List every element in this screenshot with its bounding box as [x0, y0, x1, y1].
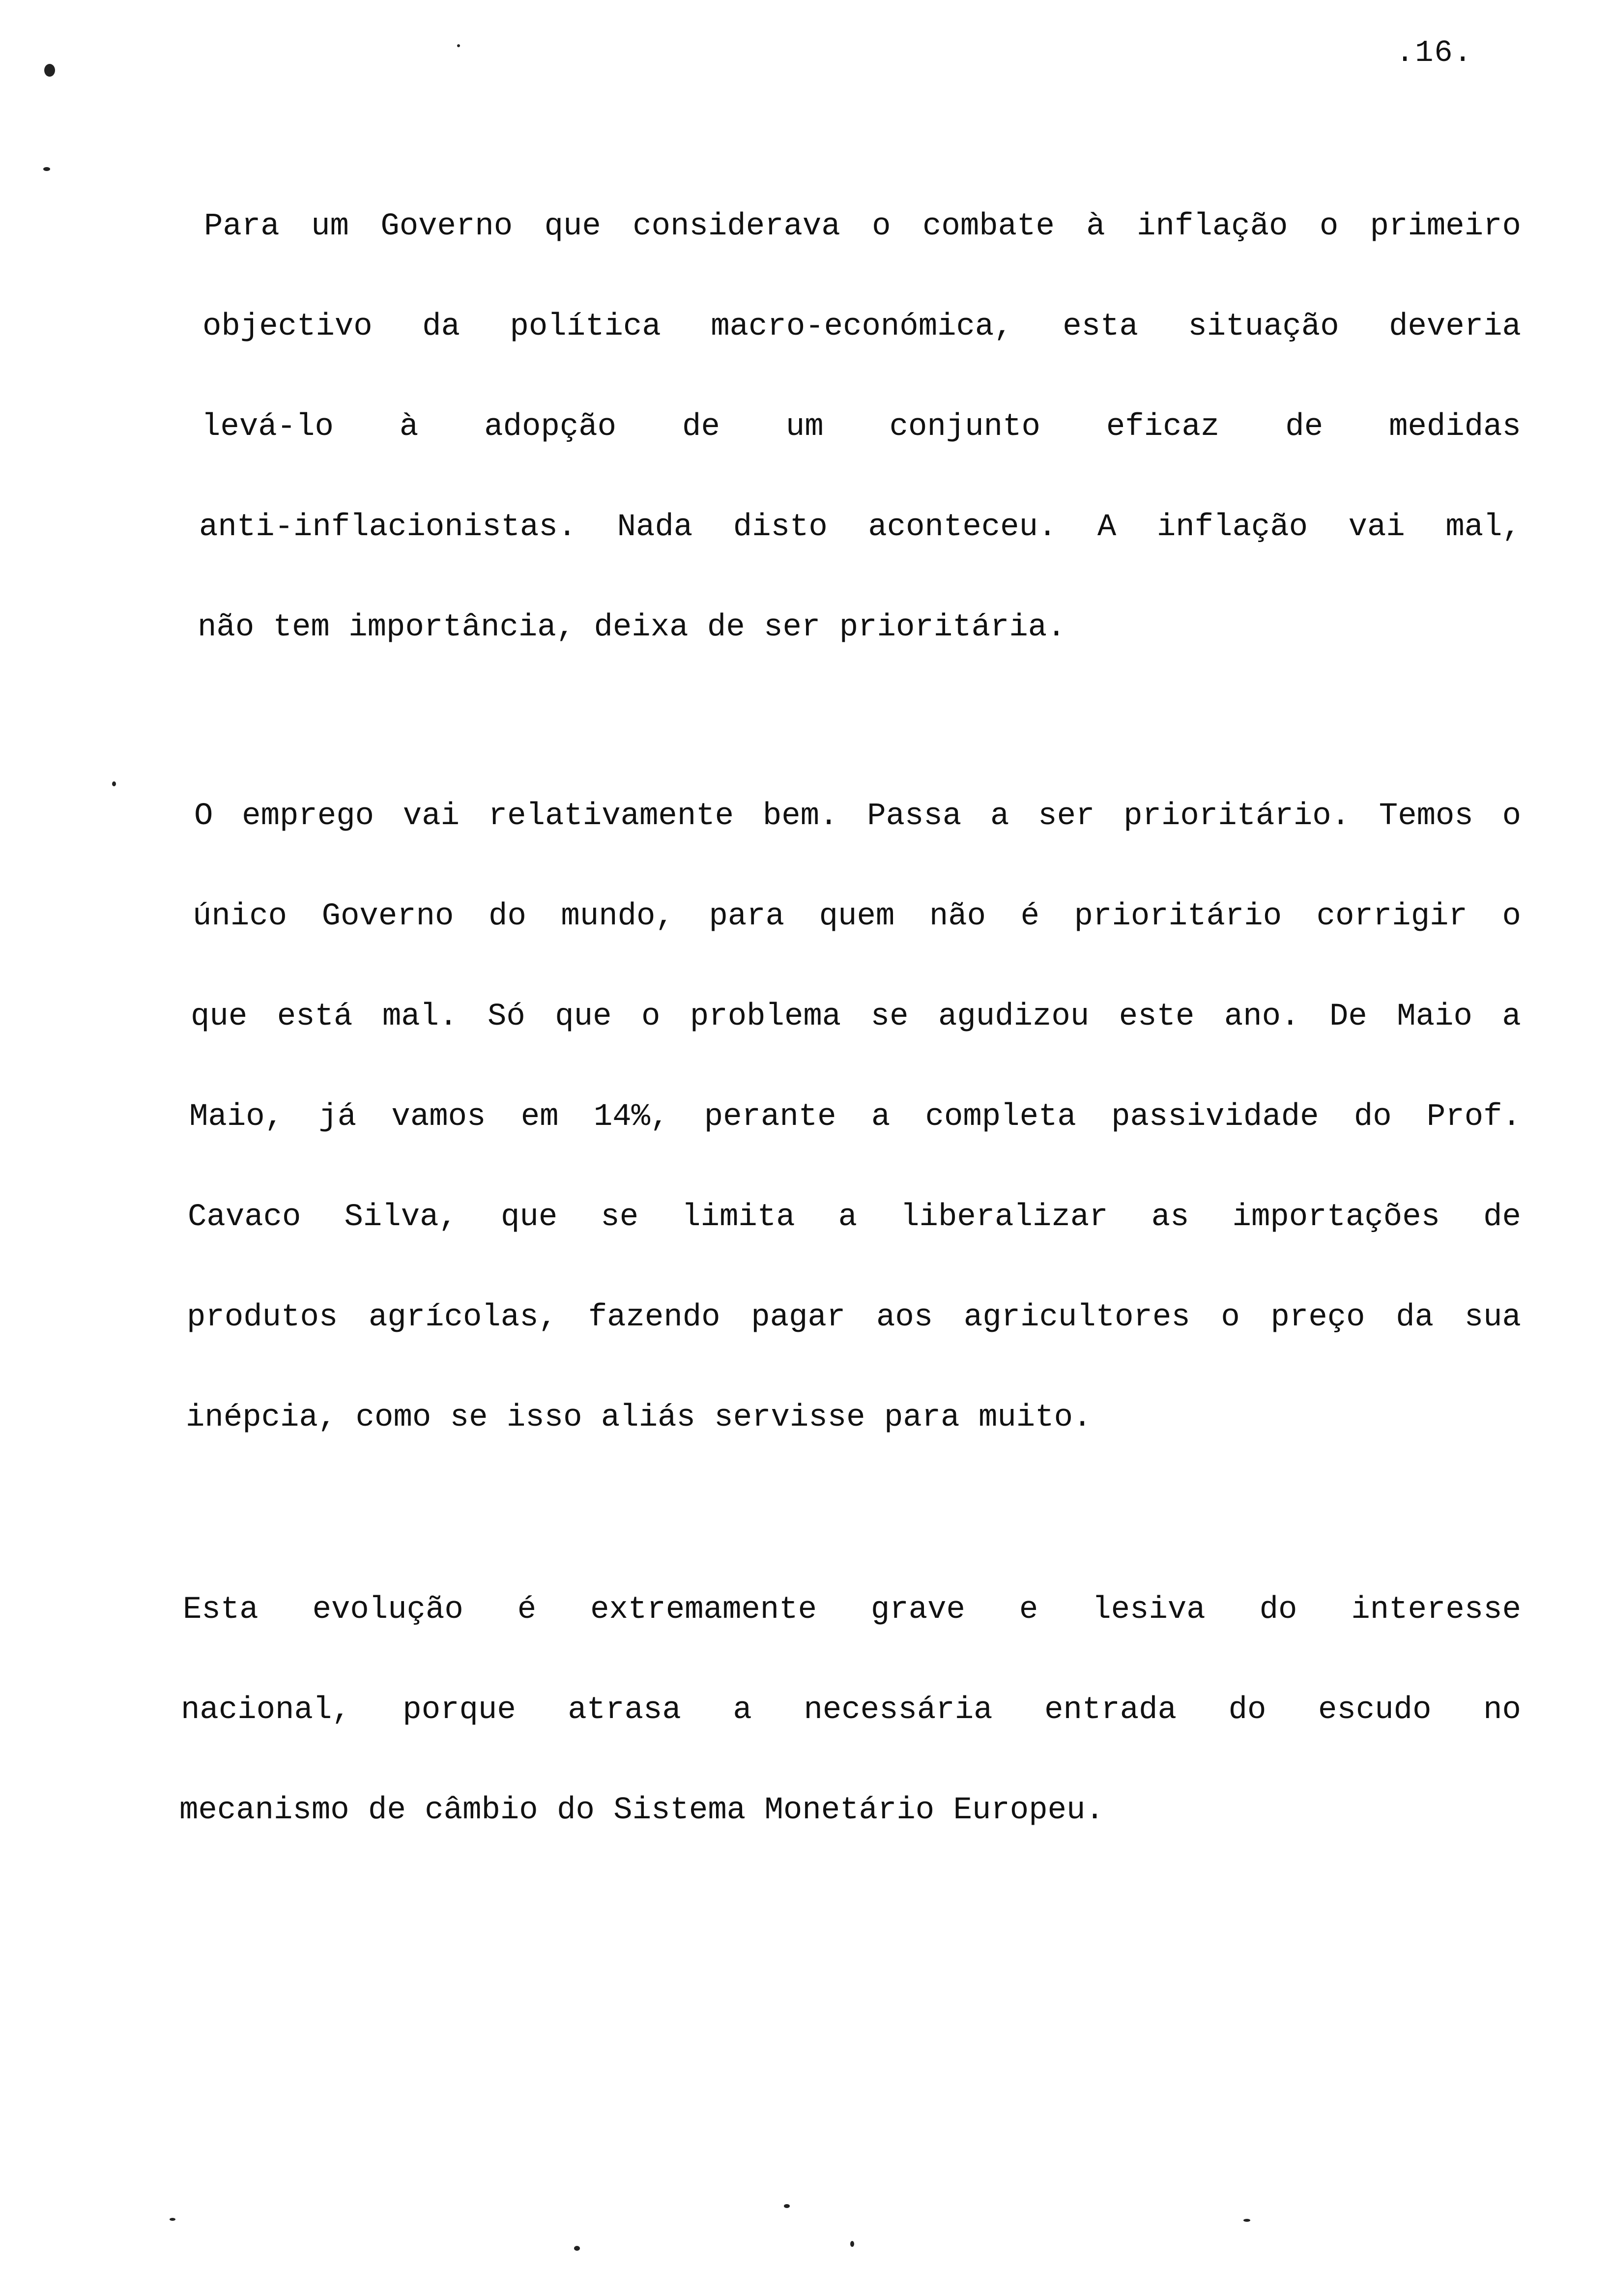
scan-speck [574, 2246, 580, 2251]
scan-speck [43, 167, 50, 171]
text-line: único Governo do mundo, para quem não é prioritário corrigir o [193, 899, 1521, 934]
scan-speck [44, 64, 55, 77]
text-line: Para um Governo que considerava o combate à inflação o primeiro [204, 209, 1521, 244]
scan-speck [170, 2218, 175, 2221]
text-line: mecanismo de câmbio do Sistema Monetário Europeu. [179, 1793, 1104, 1828]
scan-speck [850, 2241, 854, 2247]
text-line: inépcia, como se isso aliás servisse para muito. [186, 1400, 1092, 1435]
text-line: levá-lo à adopção de um conjunto eficaz de medidas [202, 409, 1521, 445]
scan-speck [112, 781, 116, 786]
text-line: anti-inflacionistas. Nada disto aconteceu. A inflação vai mal, [199, 510, 1521, 545]
page-number: .16. [1396, 35, 1473, 70]
scan-speck [784, 2204, 790, 2208]
scan-speck [1243, 2219, 1250, 2222]
text-line: objectivo da política macro-económica, esta situação deveria [202, 309, 1521, 344]
text-line: que está mal. Só que o problema se agudizou este ano. De Maio a [191, 999, 1521, 1034]
text-line: produtos agrícolas, fazendo pagar aos agricultores o preço da sua [187, 1300, 1521, 1335]
text-line: Cavaco Silva, que se limita a liberalizar as importações de [188, 1200, 1521, 1235]
text-line: nacional, porque atrasa a necessária entrada do escudo no [181, 1693, 1521, 1728]
text-line: Maio, já vamos em 14%, perante a completa passividade do Prof. [189, 1099, 1521, 1135]
text-line: Esta evolução é extremamente grave e lesiva do interesse [183, 1592, 1521, 1628]
text-line: O emprego vai relativamente bem. Passa a ser prioritário. Temos o [194, 799, 1521, 834]
scan-speck [457, 44, 460, 47]
text-line: não tem importância, deixa de ser prioritária. [198, 610, 1066, 645]
